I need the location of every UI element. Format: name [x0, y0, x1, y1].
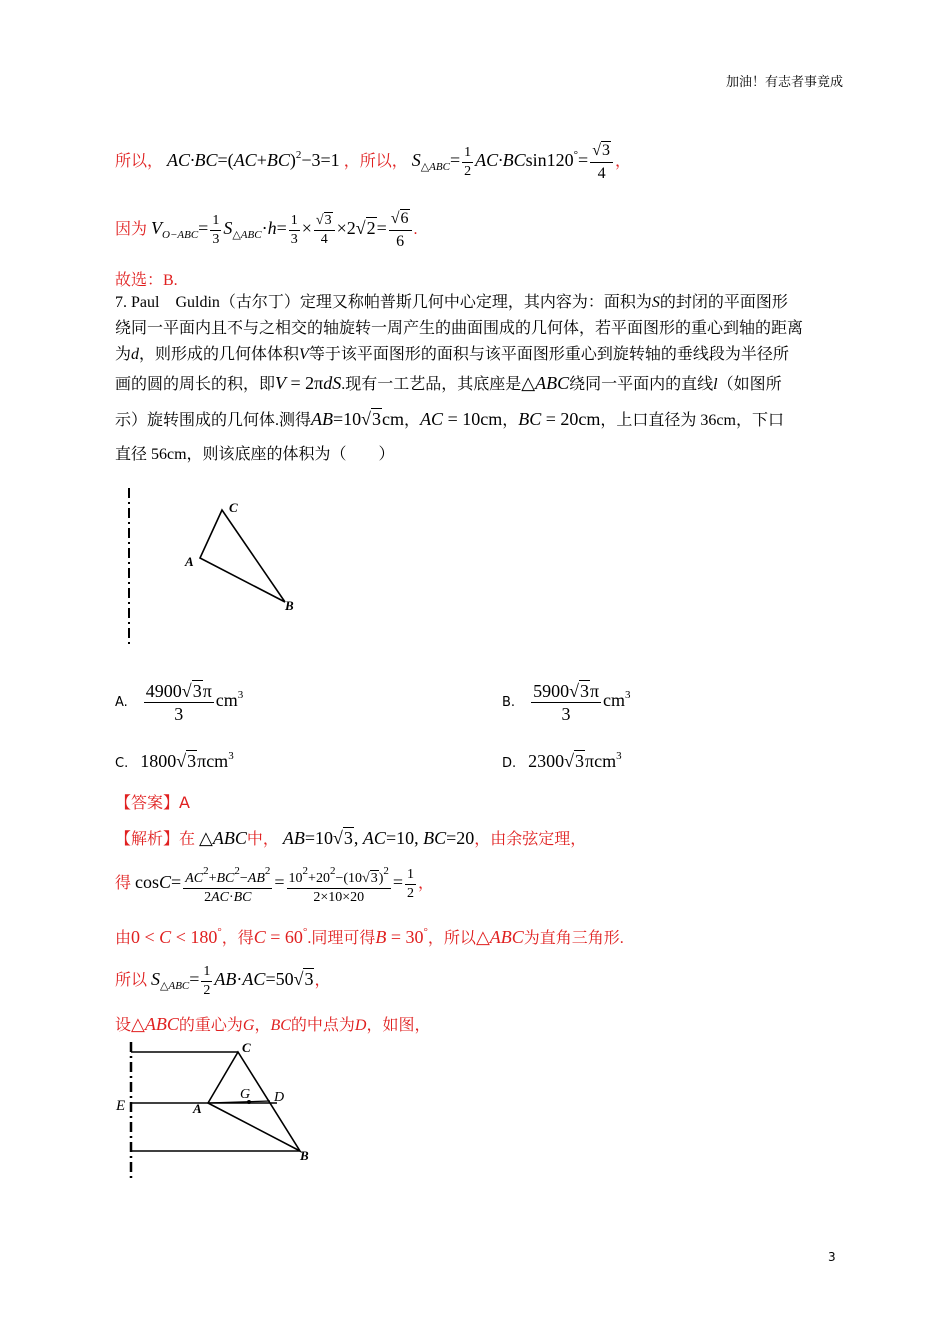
formula-ac-bc: AC·BC [167, 150, 218, 171]
question-line-4: 画的圆的周长的积，即V = 2πdS.现有一工艺品，其底座是△ABC绕同一平面内的直线l（如图所 [115, 373, 782, 393]
label-d: D [274, 1090, 285, 1105]
question-line-2: 绕同一平面内且不与之相交的轴旋转一周产生的曲面围成的几何体，若平面图形的重心到轴的距离 [115, 320, 804, 337]
option-d[interactable]: D. 2300√3πcm$^3$ [502, 750, 622, 771]
solution-line-1: 所以， $AC\cdot BC=(AC+BC)^2-3=1$ ，所以， $S_{\triangle ABC}=$ $\frac{1}{2}$ AC·BCsin120°= $\frac{√3}{4}$ ， [115, 142, 631, 182]
answer-line [115, 790, 190, 813]
analysis-line-4: 所以 $S_{\triangle ABC}=$ $\frac{1}{2}$ AB·AC=50√3， [115, 964, 331, 998]
question-line-5: 示）旋转围成的几何体.测得AB=10√3cm，AC = 10cm，BC = 20cm，上口直径为 36cm，下口 [115, 409, 784, 429]
question-line-6: 直径 56cm，则该底座的体积为（ ） [115, 446, 395, 463]
analysis-tag: 【解析】 [115, 831, 180, 848]
figure-1-triangle [115, 480, 315, 650]
option-c[interactable]: C. 1800√3πcm$^3$ [115, 750, 234, 771]
label-e: E [116, 1098, 126, 1114]
solution-line-1-lead: 所以， [115, 153, 164, 171]
label-b: B [285, 598, 294, 613]
solution-choice: 故选：B. [115, 272, 178, 289]
question-line-3: 为d，则形成的几何体体积V等于该平面图形的面积与该平面图形重心到旋转轴的垂线段为半径所 [115, 346, 789, 363]
triangle-abc [200, 510, 285, 602]
label-a: A [193, 1101, 202, 1116]
answer-value: A [179, 793, 190, 812]
label-g: G [240, 1087, 251, 1102]
question-7 [115, 290, 835, 468]
label-c: C [242, 1040, 251, 1055]
option-b[interactable]: B. $\frac{5900√3\pi}{3}$ $cm^3$ [502, 681, 631, 724]
question-line-1: 7. Paul Guldin（古尔丁）定理又称帕普斯几何中心定理，其内容为：面积为S的封闭的平面图形 [115, 294, 788, 311]
analysis-line-5: 设△ABC的重心为G，BC的中点为D，如图， [115, 1014, 431, 1034]
analysis-line-1: 【解析】在 △ABC中， AB=10√3, AC=10, BC=20，由余弦定理， [115, 828, 587, 848]
solution-line-1-mid: ，所以， [343, 153, 408, 171]
figure-2-centroid [110, 1040, 330, 1185]
analysis-line-3: 由0 < C < 180°，得C = 60°.同理可得B = 30°，所以△ABC为直角三角形. [115, 926, 624, 947]
analysis-line-2: 得 cosC= $\frac{AC^2+BC^2-AB^2}{2AC\cdot BC}$ = $\frac{10^2+20^2-(10√3)^2}{2\times 10\times 20}$ = $\frac{1}{2}$ ， [115, 862, 434, 907]
label-b: B [300, 1148, 309, 1163]
header-motto: 加油！有志者事竟成 [726, 75, 844, 90]
label-a: A [185, 554, 194, 569]
option-a[interactable]: A. $\frac{4900√3\pi}{3}$ $cm^3$ [115, 681, 244, 724]
page-number: 3 [828, 1250, 836, 1264]
label-c: C [229, 500, 238, 515]
answer-tag: 【答案】 [115, 795, 180, 812]
solution-line-2-lead: 因为 [115, 221, 148, 239]
solution-line-2: 因为 $V_{O-ABC}=$ $\frac{1}{3}$ $S_{\triangle ABC}\cdot h=$ $\frac{1}{3}$ × $\frac{√3}{4}$ ×2√2= $\frac{√6}{6}$ . [115, 210, 418, 250]
